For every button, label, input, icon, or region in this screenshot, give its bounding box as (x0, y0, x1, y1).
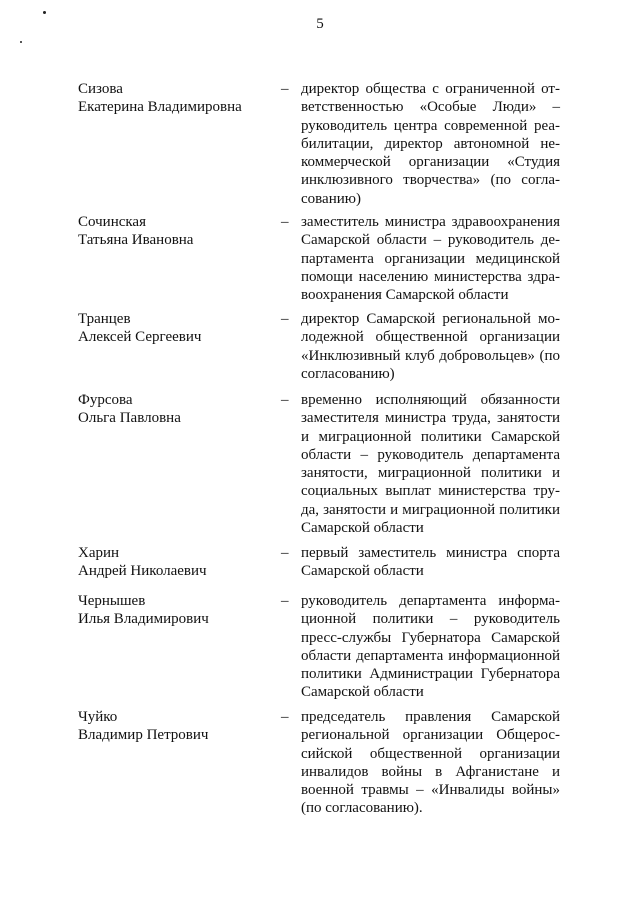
position-line: и миграционной политики Самарской (301, 428, 560, 445)
position-line: руководитель центра современной реа- (301, 117, 560, 134)
position-line: Самарской области (301, 684, 424, 701)
member-position (301, 391, 560, 537)
member-name (78, 80, 268, 117)
position-line: воохранения Самарской области (301, 287, 509, 304)
member-surname: Сизова (78, 81, 123, 97)
member-position (301, 592, 560, 702)
position-line: пресс-службы Губернатора Самарской (301, 629, 560, 646)
position-line: согласованию) (301, 365, 395, 382)
scan-speck (43, 11, 46, 14)
position-line: коммерческой организации «Студия (301, 154, 560, 171)
position-line: Самарской области (301, 563, 424, 580)
member-given-names: Владимир Петрович (78, 727, 209, 744)
position-line: «Инклюзивный клуб добровольцев» (по (301, 347, 560, 364)
position-line: заместитель министра здравоохранения (301, 214, 560, 230)
member-position (301, 213, 560, 304)
position-line: ционной политики – руководитель (301, 611, 560, 628)
position-line: региональной организации Общерос- (301, 727, 560, 744)
member-surname: Транцев (78, 311, 131, 327)
position-line: Самарской области – руководитель де- (301, 232, 560, 249)
member-given-names: Ольга Павловна (78, 410, 181, 427)
member-name (78, 708, 268, 745)
entry-dash: – (281, 709, 289, 725)
member-given-names: Татьяна Ивановна (78, 232, 194, 249)
position-line: занятости, миграционной политики и (301, 465, 560, 482)
page-number: 5 (316, 16, 324, 32)
entry-dash: – (281, 593, 289, 609)
member-position (301, 708, 560, 818)
position-line: области департамента информационной (301, 647, 560, 664)
member-surname: Харин (78, 545, 120, 561)
position-line: билитации, директор автономной не- (301, 135, 560, 152)
position-line: помощи населению министерства здра- (301, 268, 560, 285)
position-line: области – руководитель департамента (301, 446, 560, 463)
position-line: да, занятости и миграционной политики (301, 501, 560, 518)
position-line: инклюзивного творчества» (по согла- (301, 172, 560, 189)
member-given-names: Илья Владимирович (78, 611, 209, 628)
position-line: временно исполняющий обязанности (301, 392, 560, 408)
position-line: заместителя министра труда, занятости (301, 410, 560, 427)
position-line: сованию) (301, 190, 361, 207)
position-line: первый заместитель министра спорта (301, 545, 560, 561)
position-line: (по согласованию). (301, 800, 423, 817)
member-name (78, 310, 268, 347)
position-line: руководитель департамента информа- (301, 593, 560, 609)
position-line: социальных выплат министерства тру- (301, 483, 560, 500)
member-name (78, 592, 268, 629)
position-line: председатель правления Самарской (301, 709, 560, 725)
member-name (78, 391, 268, 428)
member-given-names: Алексей Сергеевич (78, 329, 202, 346)
member-surname: Чуйко (78, 709, 118, 725)
member-position (301, 544, 560, 581)
position-line: партамента организации медицинской (301, 250, 560, 267)
position-line: сийской общественной организации (301, 745, 560, 762)
position-line: военной травмы – «Инвалиды войны» (301, 782, 560, 799)
member-given-names: Екатерина Владимировна (78, 99, 242, 116)
position-line: лодежной общественной организации (301, 329, 560, 346)
position-line: директор общества с ограниченной от- (301, 81, 560, 97)
entry-dash: – (281, 214, 289, 230)
member-name (78, 544, 268, 581)
member-surname: Фурсова (78, 392, 133, 408)
position-line: Самарской области (301, 520, 424, 537)
member-given-names: Андрей Николаевич (78, 563, 207, 580)
entry-dash: – (281, 311, 289, 327)
member-position (301, 310, 560, 383)
scan-speck (20, 41, 22, 43)
entry-dash: – (281, 392, 289, 408)
entry-dash: – (281, 81, 289, 97)
position-line: ветственностью «Особые Люди» – (301, 99, 560, 116)
position-line: директор Самарской региональной мо- (301, 311, 560, 327)
member-position (301, 80, 560, 208)
member-surname: Чернышев (78, 593, 146, 609)
position-line: политики Администрации Губернатора (301, 666, 560, 683)
position-line: инвалидов войны в Афганистане и (301, 763, 560, 780)
entry-dash: – (281, 545, 289, 561)
member-name (78, 213, 268, 250)
member-surname: Сочинская (78, 214, 146, 230)
